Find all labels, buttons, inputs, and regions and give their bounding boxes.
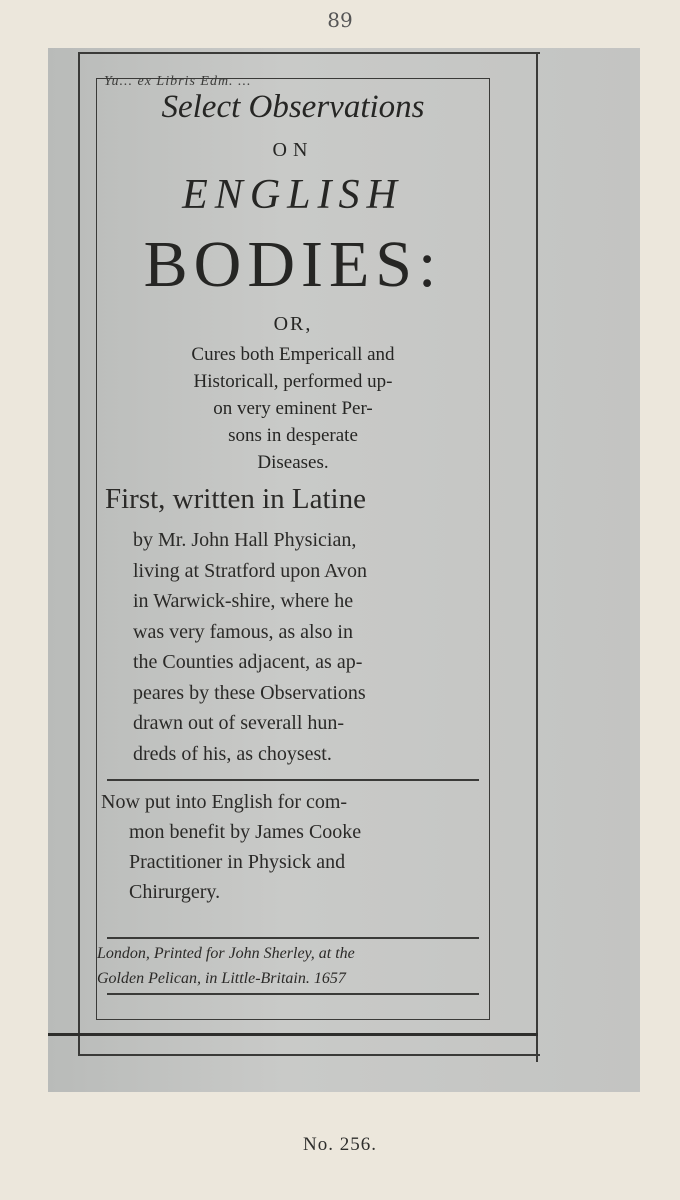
description-line: Historicall, performed up- (193, 371, 393, 392)
translation-line: Now put into English for com- (101, 791, 348, 813)
author-line: the Counties adjacent, as ap- (133, 651, 363, 673)
title-bodies: BODIES: (143, 228, 443, 301)
imprint-block (97, 941, 487, 991)
title-select-observations: Select Observations (161, 89, 425, 125)
title-page (96, 78, 490, 1020)
author-line: living at Stratford upon Avon (133, 559, 368, 582)
title-english: ENGLISH (182, 172, 404, 218)
description-line: Cures both Empericall and (191, 344, 395, 365)
author-line: peares by these Observations (133, 681, 366, 704)
section-rule (107, 937, 479, 939)
author-line: dreds of his, as choysest. (133, 742, 332, 765)
facsimile-plate (48, 48, 640, 1092)
author-line: in Warwick-shire, where he (133, 590, 354, 612)
plate-bottom-rule (48, 1033, 538, 1036)
description-line: sons in desperate (228, 425, 358, 446)
imprint-line: London, Printed for John Sherley, at the (97, 945, 355, 962)
title-or: OR, (273, 313, 313, 335)
description-line: on very eminent Per- (213, 398, 373, 419)
author-line: by Mr. John Hall Physician, (133, 529, 357, 551)
translation-line: Chirurgery. (129, 881, 221, 903)
description-block (97, 341, 489, 476)
section-rule (107, 993, 479, 995)
page-number: 89 (327, 8, 353, 32)
author-line: was very famous, as also in (133, 620, 353, 643)
section-rule (107, 779, 479, 781)
ownership-inscription: Yu... ex Libris Edm. ... (104, 74, 252, 89)
imprint-line: Golden Pelican, in Little-Britain. 1657 (97, 970, 346, 987)
first-written-line: First, written in Latine (105, 483, 366, 515)
author-line: drawn out of severall hun- (133, 712, 345, 734)
title-on: ON (272, 139, 314, 161)
translation-line: mon benefit by James Cooke (129, 821, 362, 843)
translation-line: Practitioner in Physick and (129, 851, 346, 873)
author-block (133, 525, 483, 769)
catalog-number: No. 256. (303, 1134, 377, 1155)
translation-block (97, 787, 477, 907)
plate-frame-right-edge (536, 52, 538, 1062)
description-line: Diseases. (257, 452, 329, 473)
